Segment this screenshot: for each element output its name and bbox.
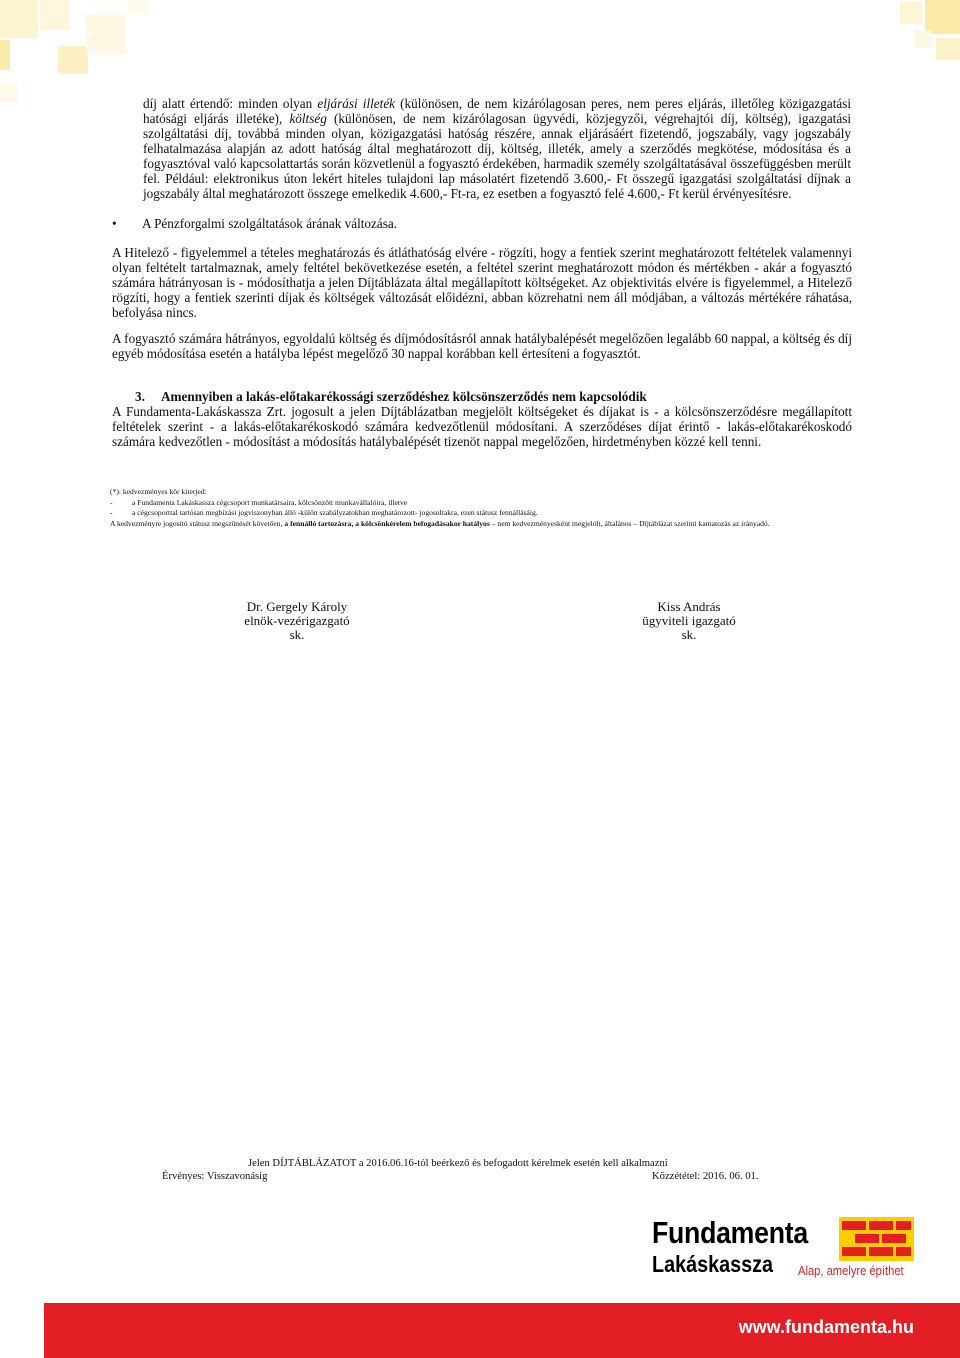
section-title: Amennyiben a lakás-előtakarékossági szerződéshez kölcsönszerződés nem kapcsolódik bbox=[161, 389, 647, 404]
brick-logo-icon bbox=[839, 1217, 914, 1261]
signatory-role: elnök-vezérigazgató bbox=[244, 613, 350, 628]
footer-valid-until: Érvényes: Visszavonásig bbox=[162, 1171, 268, 1182]
signatory-sk: sk. bbox=[289, 627, 305, 642]
footnote-item-text: a Fundamenta Lakáskassza cégcsoport munkatársaira, kölcsönzött munkavállalóira, illetve bbox=[132, 497, 408, 507]
fee-definition-paragraph bbox=[143, 96, 851, 201]
signature-left bbox=[207, 600, 387, 642]
signatory-name: Dr. Gergely Károly bbox=[246, 599, 348, 614]
logo-word-lakaskassza: Lakáskassza bbox=[652, 1251, 773, 1277]
bullet-text: A Pénzforgalmi szolgáltatások árának változása. bbox=[142, 216, 397, 231]
dash: - bbox=[110, 497, 113, 507]
notice-paragraph: A fogyasztó számára hátrányos, egyoldalú költség és díjmódosításról annak hatálybalépését megelőzően legalább 60 nappal, a költség és díj egyéb módosítása esetén a hatályba lépést megelőző 30 nappal korábban kell értesíteni a fogyasztót. bbox=[112, 331, 852, 361]
footnote-tail bbox=[110, 519, 830, 530]
footnote-item-text: a cégcsoporttal tartósan megbízási jogviszonyban álló -külön szabályzatokban meghatározott- jogosultakra, ezen státusz fennállásáig. bbox=[132, 508, 538, 517]
text-segment: díj alatt értendő: minden olyan bbox=[143, 96, 318, 111]
lender-paragraph: A Hitelező - figyelemmel a tételes meghatározás és átláthatóság elvére - rögzíti, hogy a fentiek szerint meghatározott feltételek valamennyi olyan feltételt tartalmaznak, amely feltétel bekövetkezése esetén, a feltétel szerint meghatározott módon és mértékben - akár a fogyasztó számára hátrányosan is - módosíthatja a jelen Díjtáblázata által megállapított költségeket. Az objektivitás elvére is figyelemmel, a Hitelező rögzíti, hogy a fentiek szerinti díjak és költségek változását előidézni, abban közrehatni nem áll módjában, a változás mértékére ráhatása, befolyása nincs. bbox=[112, 245, 852, 320]
signatory-sk: sk. bbox=[681, 627, 697, 642]
section-3-heading bbox=[135, 389, 647, 404]
footnote-item bbox=[110, 508, 830, 519]
logo-slogan: Alap, amelyre építhet bbox=[798, 1263, 904, 1278]
section-3-text: A Fundamenta-Lakáskassza Zrt. jogosult a jelen Díjtáblázatban megjelölt költségeket és díjakat is - a kölcsönszerződésre megállapított feltételek szerint - a lakás-előtakarékoskodó számára kedvezőtlenül módosítani. A szerződéses díjat érintő - lakás-előtakarékoskodó számára kedvezőtlen - módosítást a módosítás hatálybalépését tizenöt nappal megelőzően, hirdetményben közzé kell tenni. bbox=[112, 404, 852, 449]
logo-word-fundamenta: Fundamenta bbox=[652, 1215, 808, 1250]
footnote-tail-text: – nem kedvezményesként megjelölt, általános – Díjtáblázat szerinti kamatozás az irányadó. bbox=[489, 518, 770, 528]
footnote-block bbox=[110, 487, 830, 529]
signatory-role: ügyviteli igazgató bbox=[642, 613, 736, 628]
fundamenta-logo bbox=[652, 1217, 914, 1285]
signatory-name: Kiss András bbox=[657, 599, 721, 614]
signature-right bbox=[599, 600, 779, 642]
footer-published-date: Közzététel: 2016. 06. 01. bbox=[652, 1171, 759, 1182]
italic-term: eljárási illeték bbox=[317, 96, 396, 111]
section-number: 3. bbox=[135, 389, 145, 404]
footnote-item bbox=[110, 498, 830, 509]
bottom-brand-bar bbox=[44, 1303, 960, 1358]
footnote-tail-bold: a fennálló tartozásra, a kölcsönkérelem befogadásakor hatályos bbox=[284, 518, 490, 528]
text-segment: (különösen, de nem kizárólagosan peres, nem peres eljárás, illetőleg közigazgatási hatósági eljárás illetéke), bbox=[143, 96, 852, 126]
footer-validity-note: Jelen DÍJTÁBLÁZATOT a 2016.06.16-tól beérkező és befogadott kérelmek esetén kell alkalmazni bbox=[248, 1158, 668, 1169]
website-link[interactable]: www.fundamenta.hu bbox=[738, 1317, 914, 1337]
dash: - bbox=[110, 508, 113, 517]
bullet-item bbox=[112, 216, 852, 231]
text-segment: (különösen, de nem kizárólagosan ügyvédi, közjegyzői, végrehajtói díj, költség), igazgatási szolgáltatási díj, továbbá minden olyan, közigazgatási hatóság részére, annak eljárásáért fizetendő, jogszabály, vagy jogszabály felhatalmazása alapján az adott hatóság által meghatározott díj, költség, illeték, amely a szerződés megkötése, módosítása és a fogyasztóval való kapcsolattartás során közvetlenül a fogyasztó érdekében, harmadik személy szolgáltatásával összefüggésben merült fel. Például: elektronikus úton lekért hiteles tulajdoni lap másolatért fizetendő 3.600,- Ft összegű igazgatási szolgáltatási díjnak a jogszabály által meghatározott összege emelkedik 4.600,- Ft-ra, ez esetben a fogyasztó felé 4.600,- Ft kerül érvényesítésre. bbox=[143, 111, 851, 201]
italic-term: költség bbox=[289, 111, 327, 126]
bullet-dot: • bbox=[112, 216, 117, 231]
footnote-tail-text: A kedvezményre jogosító státusz megszűnését követően, bbox=[110, 518, 285, 528]
footnote-heading: (*): kedvezményes kör kiterjed: bbox=[110, 487, 207, 496]
